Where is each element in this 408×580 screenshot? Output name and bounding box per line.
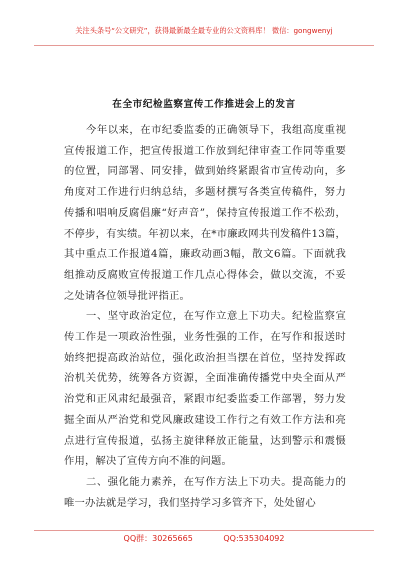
footer-divider — [34, 530, 374, 531]
paragraph-section-one: 一、坚守政治定位，在写作立意上下功夫。纪检监察宣传工作是一项政治性强，业务性强的工作，在写作和报送时始终把提高政治站位，强化政治担当摆在首位，坚持发挥政治机关优势，统筹各方资源，全面准确传播党中央全面从严治党和正风肃纪最强音，紧跟市纪委监委工作部署，努力发掘全面从严治党和党风廉政建设工作行之有效工作方法和亮点进行宣传报道，弘扬主旋律释放正能量，达到警示和震慑作用，解决了宣传方向不准的问题。 — [64, 310, 346, 468]
paragraph-section-two: 二、强化能力素养，在写作方法上下功夫。提高能力的唯一办法就是学习，我们坚持学习多管齐下，处处留心 — [64, 475, 346, 509]
document-body — [64, 120, 346, 513]
header-divider — [34, 45, 374, 46]
footer-contact — [34, 533, 374, 544]
paragraph-intro: 今年以来，在市纪委监委的正确领导下，我组高度重视宣传报道工作，把宣传报道工作放到纪律审查工作同等重要的位置，同部署、同安排，做到始终紧跟省市宣传动向，多角度对工作进行归纳总结，多题材撰写各类宣传稿件，努力传播和唱响反腐倡廉“好声音”，保持宣传报道工作不松劲，不停步，有实绩。年初以来，在*市廉政网共刊发稿件13篇，其中重点工作报道4篇，廉政动画3幅，散文6篇。下面就我组推动反腐败宣传报道工作几点心得体会，做以交流，不妥之处请各位领导批评指正。 — [64, 124, 346, 302]
header-banner: 关注头条号“公文研究”，获得最新最全最专业的公文资料库！ 微信：gongwenyj — [75, 26, 333, 35]
footer-qq-group: QQ群：30265665 — [123, 534, 193, 543]
document-title: 在全市纪检监察宣传工作推进会上的发言 — [112, 99, 296, 110]
footer-qq-number: QQ:535304092 — [223, 534, 285, 543]
